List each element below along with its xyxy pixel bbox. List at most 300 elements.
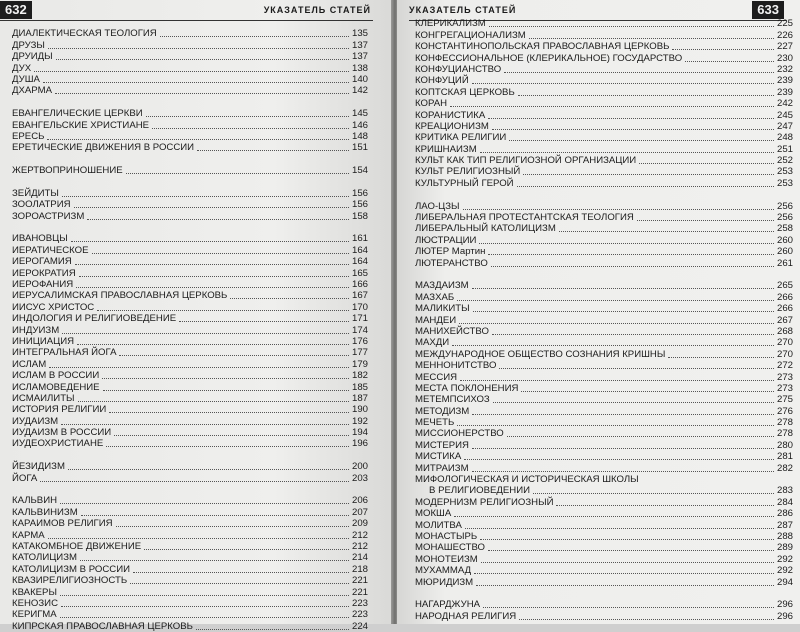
dot-leader bbox=[523, 174, 774, 175]
dot-leader bbox=[529, 38, 774, 39]
dot-leader bbox=[499, 368, 774, 369]
index-entry bbox=[415, 177, 793, 188]
section-gap bbox=[415, 189, 793, 200]
right-page-header bbox=[397, 0, 800, 20]
dot-leader bbox=[488, 118, 774, 119]
entry-page-number: 225 bbox=[776, 18, 793, 30]
entry-title: КУЛЬТ КАК ТИП РЕЛИГИОЗНОЙ ОРГАНИЗАЦИИ bbox=[415, 155, 637, 167]
index-entry bbox=[415, 576, 793, 587]
dot-leader bbox=[40, 481, 349, 482]
index-entry bbox=[12, 51, 368, 62]
section-gap bbox=[12, 176, 368, 187]
dot-leader bbox=[160, 36, 349, 37]
entry-page-number: 282 bbox=[776, 462, 793, 474]
entry-page-number: 248 bbox=[776, 132, 793, 144]
entry-page-number: 253 bbox=[776, 177, 793, 189]
entry-page-number: 176 bbox=[351, 335, 368, 347]
entry-page-number: 272 bbox=[776, 360, 793, 372]
entry-page-number: 203 bbox=[351, 472, 368, 484]
entry-title: МЮРИДИЗМ bbox=[415, 576, 474, 588]
entry-page-number: 206 bbox=[351, 495, 368, 507]
dot-leader bbox=[452, 345, 774, 346]
index-entry bbox=[12, 233, 368, 244]
entry-page-number: 232 bbox=[776, 63, 793, 75]
dot-leader bbox=[479, 243, 774, 244]
index-entry bbox=[12, 541, 368, 552]
index-entry bbox=[415, 132, 793, 143]
dot-leader bbox=[130, 583, 349, 584]
dot-leader bbox=[533, 493, 774, 494]
index-entry bbox=[415, 155, 793, 166]
entry-page-number: 253 bbox=[776, 166, 793, 178]
entry-page-number: 292 bbox=[776, 565, 793, 577]
dot-leader bbox=[637, 220, 774, 221]
entry-page-number: 207 bbox=[351, 506, 368, 518]
entry-page-number: 260 bbox=[776, 234, 793, 246]
entry-page-number: 286 bbox=[776, 508, 793, 520]
entry-page-number: 276 bbox=[776, 405, 793, 417]
entry-title: МАЛИКИТЫ bbox=[415, 303, 470, 315]
entry-page-number: 137 bbox=[351, 51, 368, 63]
index-entry bbox=[415, 371, 793, 382]
entry-title: ИСТОРИЯ РЕЛИГИИ bbox=[12, 404, 107, 416]
index-entry bbox=[415, 166, 793, 177]
index-entry bbox=[415, 428, 793, 439]
dot-leader bbox=[74, 207, 349, 208]
entry-title: ЛЮТЕРАНСТВО bbox=[415, 257, 488, 269]
section-gap bbox=[12, 484, 368, 495]
index-entry bbox=[415, 337, 793, 348]
entry-title: КРИТИКА РЕЛИГИИ bbox=[415, 132, 507, 144]
dot-leader bbox=[493, 402, 774, 403]
dot-leader bbox=[480, 152, 774, 153]
index-entry bbox=[12, 131, 368, 142]
entry-page-number: 266 bbox=[776, 291, 793, 303]
index-entry bbox=[12, 142, 368, 153]
dot-leader bbox=[102, 378, 349, 379]
entry-title: МАНИХЕЙСТВО bbox=[415, 325, 489, 337]
dot-leader bbox=[49, 367, 349, 368]
entry-page-number: 265 bbox=[776, 280, 793, 292]
dot-leader bbox=[464, 459, 774, 460]
entry-page-number: 177 bbox=[351, 347, 368, 359]
dot-leader bbox=[504, 72, 774, 73]
entry-page-number: 167 bbox=[351, 290, 368, 302]
index-entry bbox=[12, 279, 368, 290]
index-entry bbox=[415, 496, 793, 507]
entry-page-number: 278 bbox=[776, 428, 793, 440]
entry-title: В РЕЛИГИОВЕДЕНИИ bbox=[429, 485, 531, 497]
entry-page-number: 270 bbox=[776, 348, 793, 360]
entry-page-number: 138 bbox=[351, 62, 368, 74]
entry-page-number: 151 bbox=[351, 142, 368, 154]
dot-leader bbox=[196, 629, 349, 630]
entry-title: ДРУЗЫ bbox=[12, 39, 45, 51]
entry-title: ИЕРОКРАТИЯ bbox=[12, 267, 76, 279]
dot-leader bbox=[48, 48, 349, 49]
entry-title: ИВАНОВЦЫ bbox=[12, 233, 68, 245]
entry-title: КВАЗИРЕЛИГИОЗНОСТЬ bbox=[12, 575, 128, 587]
index-entry bbox=[415, 451, 793, 462]
index-entry bbox=[12, 336, 368, 347]
dot-leader bbox=[483, 607, 774, 608]
entry-title: МИФОЛОГИЧЕСКАЯ И ИСТОРИЧЕСКАЯ ШКОЛЫ bbox=[415, 474, 639, 486]
entry-title: ЛАО-ЦЗЫ bbox=[415, 200, 460, 212]
entry-page-number: 212 bbox=[351, 540, 368, 552]
entry-page-number: 192 bbox=[351, 415, 368, 427]
index-entry bbox=[12, 461, 368, 472]
entry-title: ИНДУИЗМ bbox=[12, 324, 60, 336]
dot-leader bbox=[106, 446, 349, 447]
dot-leader bbox=[639, 163, 774, 164]
entry-title: МОНОТЕИЗМ bbox=[415, 553, 478, 565]
entry-title: ЗОРОАСТРИЗМ bbox=[12, 210, 85, 222]
entry-title: МИСТИКА bbox=[415, 451, 462, 463]
entry-title: КОНФУЦИЙ bbox=[415, 75, 469, 87]
index-entry bbox=[415, 64, 793, 75]
entry-title: ЛИБЕРАЛЬНАЯ ПРОТЕСТАНТСКАЯ ТЕОЛОГИЯ bbox=[415, 212, 634, 224]
index-entry bbox=[415, 417, 793, 428]
dot-leader bbox=[48, 538, 349, 539]
dot-leader bbox=[472, 471, 774, 472]
entry-page-number: 164 bbox=[351, 244, 368, 256]
index-entry bbox=[415, 599, 793, 610]
index-entry bbox=[415, 212, 793, 223]
dot-leader bbox=[472, 83, 774, 84]
dot-leader bbox=[489, 26, 774, 27]
entry-page-number: 296 bbox=[776, 599, 793, 611]
entry-title: ЕРЕТИЧЕСКИЕ ДВИЖЕНИЯ В РОССИИ bbox=[12, 142, 195, 154]
dot-leader bbox=[518, 95, 774, 96]
entry-title: ИЕРОГАМИЯ bbox=[12, 256, 72, 268]
index-entry bbox=[415, 326, 793, 337]
entry-page-number: 267 bbox=[776, 314, 793, 326]
entry-title: МОКША bbox=[415, 508, 452, 520]
dot-leader bbox=[60, 503, 349, 504]
index-entry bbox=[12, 28, 368, 39]
entry-page-number: 256 bbox=[776, 212, 793, 224]
dot-leader bbox=[119, 355, 349, 356]
section-gap bbox=[415, 269, 793, 280]
entry-title: ЕВАНГЕЛЬСКИЕ ХРИСТИАНЕ bbox=[12, 119, 150, 131]
dot-leader bbox=[472, 448, 774, 449]
entry-title: КАТОЛИЦИЗМ bbox=[12, 552, 77, 564]
index-entry bbox=[12, 267, 368, 278]
entry-title: КОНФУЦИАНСТВО bbox=[415, 63, 502, 75]
dot-leader bbox=[109, 412, 349, 413]
entry-page-number: 196 bbox=[351, 438, 368, 450]
entry-title: МЕЧЕТЬ bbox=[415, 417, 455, 429]
index-entry bbox=[12, 324, 368, 335]
entry-title: МЕССИЯ bbox=[415, 371, 458, 383]
entry-title: КЛЕРИКАЛИЗМ bbox=[415, 18, 486, 30]
dot-leader bbox=[55, 93, 349, 94]
index-entry bbox=[415, 394, 793, 405]
entry-page-number: 261 bbox=[776, 257, 793, 269]
index-entry bbox=[12, 404, 368, 415]
entry-page-number: 221 bbox=[351, 586, 368, 598]
index-entry bbox=[415, 41, 793, 52]
entry-title: НАГАРДЖУНА bbox=[415, 599, 481, 611]
dot-leader bbox=[68, 469, 349, 470]
entry-page-number: 273 bbox=[776, 371, 793, 383]
entry-title: КВАКЕРЫ bbox=[12, 586, 57, 598]
entry-page-number: 284 bbox=[776, 496, 793, 508]
entry-title: КАТАКОМБНОЕ ДВИЖЕНИЕ bbox=[12, 540, 142, 552]
index-entry bbox=[415, 474, 793, 485]
dot-leader bbox=[521, 391, 774, 392]
entry-title: НАРОДНАЯ РЕЛИГИЯ bbox=[415, 610, 517, 622]
dot-leader bbox=[61, 606, 349, 607]
entry-title: МЕТЕМПСИХОЗ bbox=[415, 394, 490, 406]
dot-leader bbox=[491, 266, 774, 267]
dot-leader bbox=[476, 585, 774, 586]
entry-page-number: 258 bbox=[776, 223, 793, 235]
entry-title: КОНСТАНТИНОПОЛЬСКАЯ ПРАВОСЛАВНАЯ ЦЕРКОВЬ bbox=[415, 41, 670, 53]
dot-leader bbox=[34, 71, 349, 72]
entry-title: ЛЮТЕР Мартин bbox=[415, 246, 486, 258]
entry-title: КРИШНАИЗМ bbox=[415, 143, 477, 155]
index-entry bbox=[12, 609, 368, 620]
index-entry bbox=[415, 348, 793, 359]
index-entry bbox=[415, 75, 793, 86]
dot-leader bbox=[509, 140, 774, 141]
entry-title: ИЕРУСАЛИМСКАЯ ПРАВОСЛАВНАЯ ЦЕРКОВЬ bbox=[12, 290, 228, 302]
index-entry bbox=[415, 303, 793, 314]
entry-page-number: 190 bbox=[351, 404, 368, 416]
section-gap bbox=[12, 222, 368, 233]
entry-page-number: 145 bbox=[351, 108, 368, 120]
entry-page-number: 227 bbox=[776, 41, 793, 53]
index-entry bbox=[12, 256, 368, 267]
entry-page-number: 275 bbox=[776, 394, 793, 406]
index-entry bbox=[415, 565, 793, 576]
index-entry bbox=[12, 495, 368, 506]
index-entry bbox=[12, 552, 368, 563]
entry-title: КАЛЬВИНИЗМ bbox=[12, 506, 78, 518]
entry-page-number: 242 bbox=[776, 98, 793, 110]
entry-page-number: 161 bbox=[351, 233, 368, 245]
dot-leader bbox=[454, 516, 774, 517]
index-entry bbox=[415, 519, 793, 530]
dot-leader bbox=[685, 61, 774, 62]
index-entry bbox=[12, 381, 368, 392]
index-entry bbox=[12, 290, 368, 301]
index-entry bbox=[415, 610, 793, 621]
index-entry bbox=[12, 575, 368, 586]
index-entry bbox=[415, 121, 793, 132]
dot-leader bbox=[488, 254, 774, 255]
index-entry bbox=[415, 29, 793, 40]
running-title: УКАЗАТЕЛЬ СТАТЕЙ bbox=[409, 5, 517, 15]
entry-title: МАНДЕИ bbox=[415, 314, 457, 326]
entry-title: КОРАНИСТИКА bbox=[415, 109, 486, 121]
index-entry bbox=[415, 223, 793, 234]
dot-leader bbox=[78, 401, 349, 402]
entry-title: КАТОЛИЦИЗМ В РОССИИ bbox=[12, 563, 131, 575]
entry-title: КОНГРЕГАЦИОНАЛИЗМ bbox=[415, 29, 526, 41]
dot-leader bbox=[519, 619, 774, 620]
entry-page-number: 221 bbox=[351, 575, 368, 587]
index-entry bbox=[415, 314, 793, 325]
dot-leader bbox=[133, 572, 349, 573]
dot-leader bbox=[126, 173, 349, 174]
index-entry bbox=[415, 383, 793, 394]
index-entry bbox=[12, 370, 368, 381]
entry-page-number: 268 bbox=[776, 325, 793, 337]
entry-page-number: 289 bbox=[776, 542, 793, 554]
index-entry bbox=[415, 485, 793, 496]
index-entry bbox=[415, 280, 793, 291]
entry-title: ИСМАИЛИТЫ bbox=[12, 392, 75, 404]
dot-leader bbox=[146, 116, 349, 117]
index-entry bbox=[415, 246, 793, 257]
entry-title: ЕРЕСЬ bbox=[12, 130, 45, 142]
entry-title: ЙОГА bbox=[12, 472, 38, 484]
entry-title: КРЕАЦИОНИЗМ bbox=[415, 120, 489, 132]
dot-leader bbox=[463, 209, 774, 210]
dot-leader bbox=[60, 617, 349, 618]
index-entry bbox=[12, 347, 368, 358]
entry-title: МОДЕРНИЗМ РЕЛИГИОЗНЫЙ bbox=[415, 496, 554, 508]
entry-title: ИСЛАМ bbox=[12, 358, 47, 370]
left-page bbox=[0, 0, 393, 632]
entry-page-number: 247 bbox=[776, 120, 793, 132]
entry-title: ЙЕЗИДИЗМ bbox=[12, 461, 65, 473]
entry-page-number: 209 bbox=[351, 518, 368, 530]
entry-page-number: 256 bbox=[776, 200, 793, 212]
entry-title: ИСЛАМОВЕДЕНИЕ bbox=[12, 381, 100, 393]
entry-page-number: 294 bbox=[776, 576, 793, 588]
index-entry bbox=[12, 393, 368, 404]
entry-title: КАЛЬВИН bbox=[12, 495, 58, 507]
index-entry bbox=[12, 506, 368, 517]
index-entry bbox=[12, 165, 368, 176]
entry-title: МАЗДАИЗМ bbox=[415, 280, 469, 292]
entry-title: ЗООЛАТРИЯ bbox=[12, 199, 71, 211]
dot-leader bbox=[103, 390, 349, 391]
index-entry bbox=[12, 586, 368, 597]
dot-leader bbox=[81, 515, 349, 516]
entry-page-number: 148 bbox=[351, 130, 368, 142]
dot-leader bbox=[459, 323, 774, 324]
entry-title: ИНДОЛОГИЯ И РЕЛИГИОВЕДЕНИЕ bbox=[12, 313, 177, 325]
entry-title: ИСЛАМ В РОССИИ bbox=[12, 370, 100, 382]
entry-page-number: 223 bbox=[351, 597, 368, 609]
entry-title: ЗЕЙДИТЫ bbox=[12, 187, 59, 199]
dot-leader bbox=[60, 595, 349, 596]
entry-title: КОРАН bbox=[415, 98, 448, 110]
dot-leader bbox=[116, 526, 349, 527]
dot-leader bbox=[56, 59, 349, 60]
entry-title: ИНИЦИАЦИЯ bbox=[12, 335, 75, 347]
entry-page-number: 156 bbox=[351, 199, 368, 211]
entry-page-number: 287 bbox=[776, 519, 793, 531]
dot-leader bbox=[465, 528, 774, 529]
index-entry bbox=[12, 62, 368, 73]
index-entry bbox=[12, 108, 368, 119]
dot-leader bbox=[92, 253, 349, 254]
entry-page-number: 200 bbox=[351, 461, 368, 473]
dot-leader bbox=[473, 311, 774, 312]
section-gap bbox=[12, 153, 368, 164]
dot-leader bbox=[114, 435, 349, 436]
dot-leader bbox=[457, 300, 774, 301]
entry-title: ИУДАИЗМ В РОССИИ bbox=[12, 427, 112, 439]
dot-leader bbox=[556, 505, 774, 506]
entry-page-number: 226 bbox=[776, 29, 793, 41]
entry-title: КОНФЕССИОНАЛЬНОЕ (КЛЕРИКАЛЬНОЕ) ГОСУДАРСТВО bbox=[415, 52, 683, 64]
entry-title: ДИАЛЕКТИЧЕСКАЯ ТЕОЛОГИЯ bbox=[12, 28, 157, 40]
entry-title: МЕННОНИТСТВО bbox=[415, 360, 497, 372]
index-entry bbox=[12, 415, 368, 426]
entry-title: МОНАСТЫРЬ bbox=[415, 530, 478, 542]
index-entry bbox=[415, 52, 793, 63]
header-rule bbox=[0, 20, 373, 21]
entry-title: МОЛИТВА bbox=[415, 519, 462, 531]
entry-title: ДУША bbox=[12, 73, 40, 85]
entry-page-number: 135 bbox=[351, 28, 368, 40]
section-gap bbox=[12, 96, 368, 107]
entry-title: МИСТЕРИЯ bbox=[415, 439, 469, 451]
entry-page-number: 164 bbox=[351, 256, 368, 268]
entry-title: МИССИОНЕРСТВО bbox=[415, 428, 504, 440]
entry-page-number: 156 bbox=[351, 187, 368, 199]
dot-leader bbox=[179, 321, 349, 322]
index-entry bbox=[415, 531, 793, 542]
entry-title: ЖЕРТВОПРИНОШЕНИЕ bbox=[12, 165, 123, 177]
dot-leader bbox=[144, 549, 349, 550]
entry-page-number: 170 bbox=[351, 301, 368, 313]
index-entry bbox=[415, 86, 793, 97]
dot-leader bbox=[457, 425, 774, 426]
dot-leader bbox=[62, 196, 349, 197]
entry-page-number: 292 bbox=[776, 553, 793, 565]
index-entry bbox=[12, 244, 368, 255]
entry-page-number: 230 bbox=[776, 52, 793, 64]
entry-page-number: 239 bbox=[776, 75, 793, 87]
entry-title: КАРМА bbox=[12, 529, 45, 541]
dot-leader bbox=[75, 264, 349, 265]
section-gap bbox=[415, 588, 793, 599]
index-entry bbox=[415, 109, 793, 120]
entry-title: КУЛЬТ РЕЛИГИОЗНЫЙ bbox=[415, 166, 521, 178]
entry-page-number: 260 bbox=[776, 246, 793, 258]
index-entry bbox=[415, 291, 793, 302]
entry-title: ИЕРАТИЧЕСКОЕ bbox=[12, 244, 89, 256]
entry-page-number: 270 bbox=[776, 337, 793, 349]
entry-page-number: 266 bbox=[776, 303, 793, 315]
dot-leader bbox=[492, 334, 774, 335]
index-entry bbox=[12, 518, 368, 529]
entry-title: МЕТОДИЗМ bbox=[415, 405, 470, 417]
entry-page-number: 194 bbox=[351, 427, 368, 439]
page-number: 632 bbox=[0, 1, 32, 19]
dot-leader bbox=[480, 539, 774, 540]
index-entry bbox=[12, 563, 368, 574]
index-entries-right bbox=[415, 18, 793, 622]
entry-page-number: 288 bbox=[776, 530, 793, 542]
entry-page-number: 212 bbox=[351, 529, 368, 541]
index-entry bbox=[12, 85, 368, 96]
entry-page-number: 182 bbox=[351, 370, 368, 382]
entry-page-number: 154 bbox=[351, 165, 368, 177]
entry-title: ИИСУС ХРИСТОС bbox=[12, 301, 95, 313]
index-entry bbox=[415, 508, 793, 519]
index-entry bbox=[415, 405, 793, 416]
entry-title: МАЗХАБ bbox=[415, 291, 455, 303]
index-entry bbox=[12, 620, 368, 631]
